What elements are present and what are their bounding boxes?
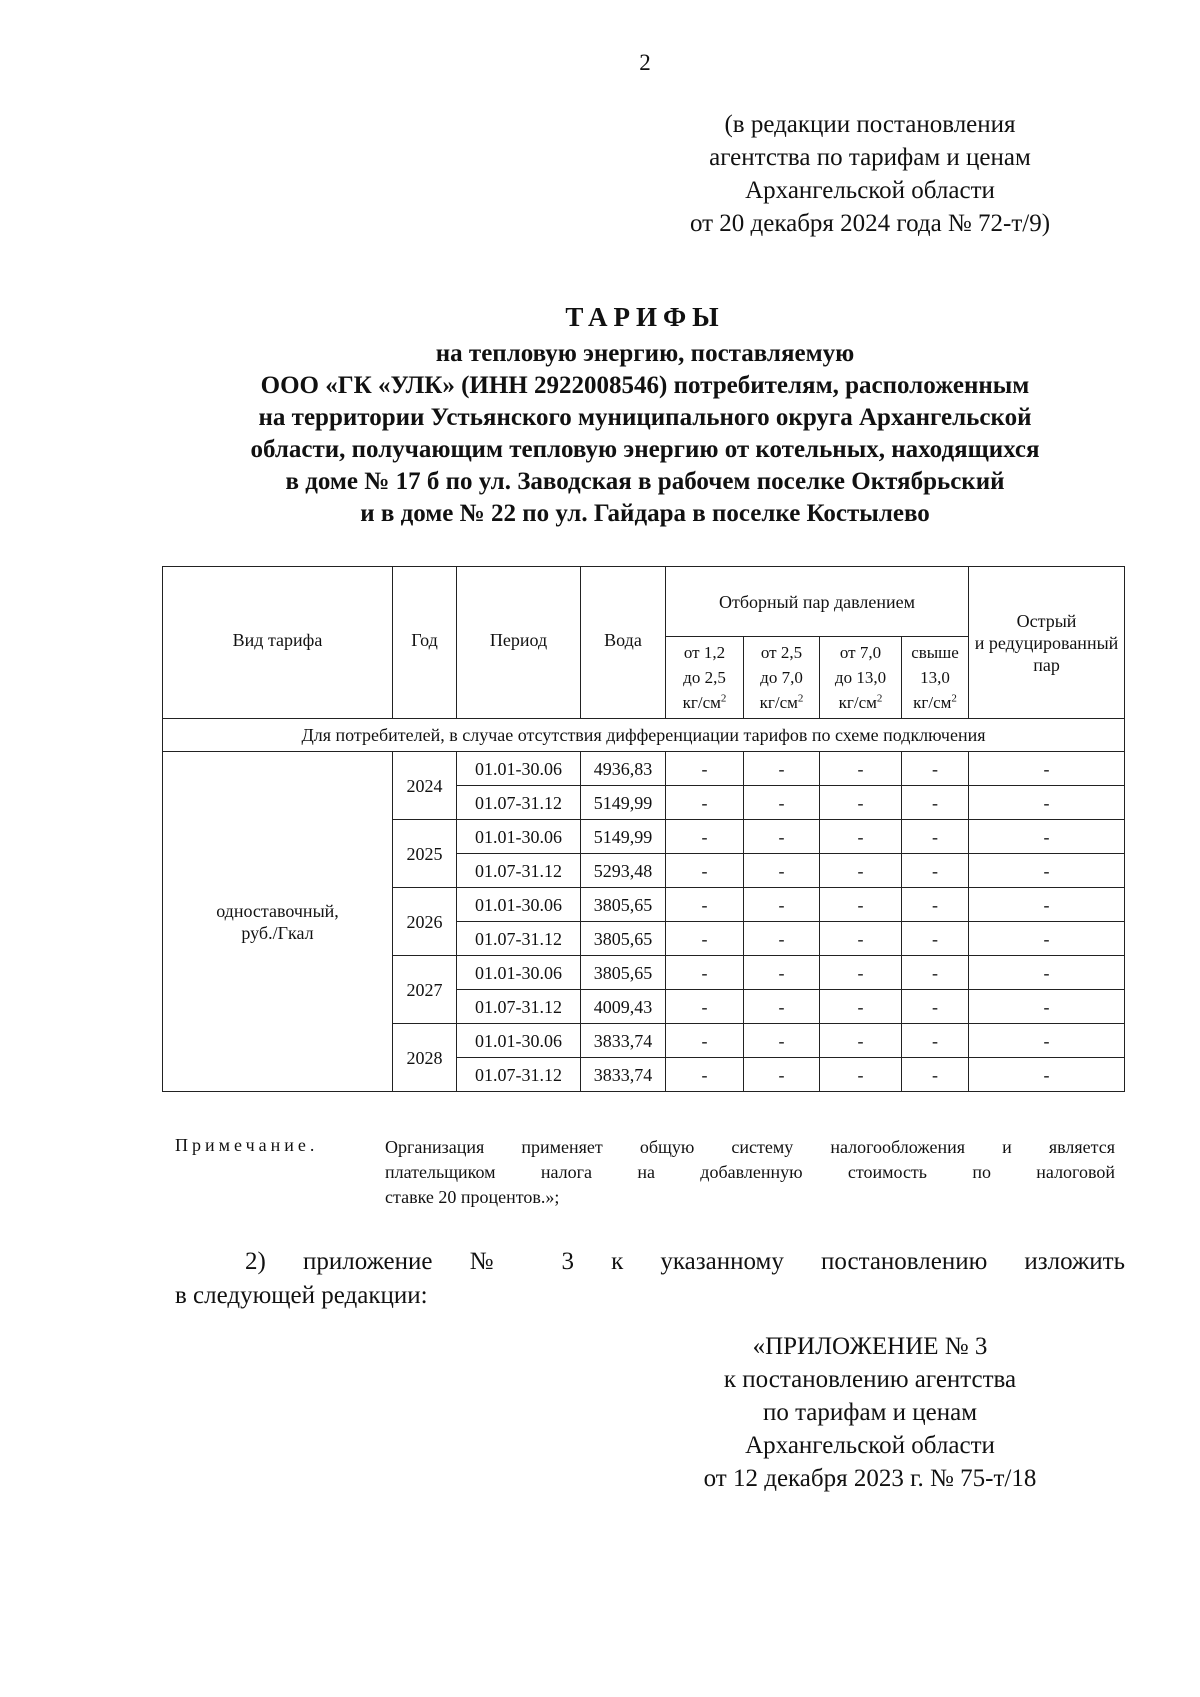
header-period: Период xyxy=(457,567,581,719)
tariff-label-cell xyxy=(163,752,393,1092)
steam-value-cell: - xyxy=(820,786,902,820)
note-label: Примечание. xyxy=(175,1135,319,1155)
water-value-cell: 5149,99 xyxy=(581,786,666,820)
section-label: Для потребителей, в случае отсутствия дифференциации тарифов по схеме подключения xyxy=(163,719,1125,752)
note-text xyxy=(385,1135,1115,1210)
steam-value-cell: - xyxy=(820,888,902,922)
steam-col-unit: $кг/см^2$ xyxy=(759,692,804,712)
year-cell: 2026 xyxy=(393,888,457,956)
steam-value-cell: - xyxy=(902,820,969,854)
sharp-steam-value-cell: - xyxy=(969,854,1125,888)
steam-value-cell: - xyxy=(744,820,820,854)
steam-col-unit: $кг/см^2$ xyxy=(838,692,883,712)
appendix-line: по тарифам и ценам xyxy=(762,1399,978,1426)
steam-value-cell: - xyxy=(744,854,820,888)
steam-value-cell: - xyxy=(820,990,902,1024)
water-value-cell: 3833,74 xyxy=(581,1024,666,1058)
period-cell: 01.01-30.06 xyxy=(457,820,581,854)
steam-value-cell: - xyxy=(666,888,744,922)
year-cell: 2027 xyxy=(393,956,457,1024)
subtitle-line: и в доме № 22 по ул. Гайдара в поселке Костылево xyxy=(360,500,930,527)
steam-col-line: до 13,0 xyxy=(834,668,887,687)
steam-col-line: от 7,0 xyxy=(839,643,882,662)
sharp-steam-value-cell: - xyxy=(969,1024,1125,1058)
water-value-cell: 5293,48 xyxy=(581,854,666,888)
header-steam-col xyxy=(744,637,820,719)
tariff-label-line: одноставочный, xyxy=(216,900,339,921)
water-value-cell: 3833,74 xyxy=(581,1058,666,1092)
year-cell: 2025 xyxy=(393,820,457,888)
period-cell: 01.01-30.06 xyxy=(457,752,581,786)
steam-value-cell: - xyxy=(744,888,820,922)
steam-value-cell: - xyxy=(820,1024,902,1058)
sharp-steam-value-cell: - xyxy=(969,956,1125,990)
sharp-steam-value-cell: - xyxy=(969,752,1125,786)
sharp-steam-value-cell: - xyxy=(969,786,1125,820)
table-row xyxy=(163,752,1125,786)
steam-value-cell: - xyxy=(744,752,820,786)
subtitle-line: области, получающим тепловую энергию от котельных, находящихся xyxy=(250,436,1040,463)
steam-value-cell: - xyxy=(666,786,744,820)
steam-value-cell: - xyxy=(744,990,820,1024)
steam-value-cell: - xyxy=(820,854,902,888)
period-cell: 01.07-31.12 xyxy=(457,922,581,956)
header-water: Вода xyxy=(581,567,666,719)
steam-col-line: до 2,5 xyxy=(683,668,726,687)
steam-value-cell: - xyxy=(902,888,969,922)
period-cell: 01.01-30.06 xyxy=(457,956,581,990)
steam-value-cell: - xyxy=(902,1058,969,1092)
steam-value-cell: - xyxy=(666,922,744,956)
edition-note-line: агентства по тарифам и ценам xyxy=(709,144,1031,171)
steam-value-cell: - xyxy=(902,922,969,956)
appendix-line: Архангельской области xyxy=(745,1432,995,1459)
sharp-steam-value-cell: - xyxy=(969,888,1125,922)
item-line: в следующей редакции: xyxy=(175,1282,428,1309)
water-value-cell: 4936,83 xyxy=(581,752,666,786)
steam-value-cell: - xyxy=(902,990,969,1024)
edition-note xyxy=(640,108,1100,240)
steam-col-line: до 7,0 xyxy=(760,668,803,687)
document-title: ТАРИФЫ xyxy=(565,302,725,332)
header-sharp-steam xyxy=(969,567,1125,719)
steam-value-cell: - xyxy=(744,1024,820,1058)
steam-value-cell: - xyxy=(666,1024,744,1058)
period-cell: 01.07-31.12 xyxy=(457,1058,581,1092)
sharp-steam-value-cell: - xyxy=(969,990,1125,1024)
edition-note-line: от 20 декабря 2024 года № 72-т/9) xyxy=(689,210,1051,237)
water-value-cell: 4009,43 xyxy=(581,990,666,1024)
steam-value-cell: - xyxy=(902,752,969,786)
header-sharp-steam-line: пар xyxy=(1033,654,1060,675)
steam-value-cell: - xyxy=(666,990,744,1024)
edition-note-line: (в редакции постановления xyxy=(724,111,1016,138)
water-value-cell: 3805,65 xyxy=(581,956,666,990)
header-sharp-steam-line: и редуцированный xyxy=(974,632,1119,653)
steam-value-cell: - xyxy=(820,752,902,786)
steam-value-cell: - xyxy=(666,1058,744,1092)
steam-value-cell: - xyxy=(666,820,744,854)
edition-note-line: Архангельской области xyxy=(745,177,995,204)
note-line: плательщиком налога на добавленную стоимость по налоговой xyxy=(385,1162,1115,1182)
header-steam-col xyxy=(820,637,902,719)
period-cell: 01.01-30.06 xyxy=(457,1024,581,1058)
sharp-steam-value-cell: - xyxy=(969,1058,1125,1092)
header-sharp-steam-line: Острый xyxy=(1016,610,1077,631)
note-line: ставке 20 процентов.»; xyxy=(385,1187,560,1207)
water-value-cell: 3805,65 xyxy=(581,888,666,922)
steam-value-cell: - xyxy=(820,922,902,956)
water-value-cell: 3805,65 xyxy=(581,922,666,956)
steam-value-cell: - xyxy=(902,1024,969,1058)
period-cell: 01.07-31.12 xyxy=(457,786,581,820)
steam-value-cell: - xyxy=(744,922,820,956)
steam-value-cell: - xyxy=(666,752,744,786)
item-line: 2) приложение № 3 к указанному постановлению изложить xyxy=(245,1248,1125,1275)
document-subtitle xyxy=(175,338,1115,530)
steam-col-line: 13,0 xyxy=(920,668,950,687)
appendix-line: «ПРИЛОЖЕНИЕ № 3 xyxy=(752,1333,988,1360)
steam-value-cell: - xyxy=(666,854,744,888)
subtitle-line: на тепловую энергию, поставляемую xyxy=(435,340,855,367)
sharp-steam-value-cell: - xyxy=(969,820,1125,854)
steam-value-cell: - xyxy=(744,786,820,820)
year-cell: 2024 xyxy=(393,752,457,820)
item-paragraph xyxy=(175,1245,1125,1313)
tariff-table xyxy=(162,566,1125,1092)
appendix-heading xyxy=(660,1330,1080,1495)
sharp-steam-value-cell: - xyxy=(969,922,1125,956)
steam-value-cell: - xyxy=(744,1058,820,1092)
steam-value-cell: - xyxy=(744,956,820,990)
steam-value-cell: - xyxy=(820,956,902,990)
header-steam-col xyxy=(666,637,744,719)
tariff-label-line: руб./Гкал xyxy=(241,922,314,943)
page-number: 2 xyxy=(639,50,651,75)
steam-value-cell: - xyxy=(902,956,969,990)
subtitle-line: на территории Устьянского муниципального округа Архангельской xyxy=(258,404,1032,431)
period-cell: 01.07-31.12 xyxy=(457,854,581,888)
header-steam-group: Отборный пар давлением xyxy=(666,567,969,637)
steam-col-line: свыше xyxy=(911,643,959,662)
subtitle-line: в доме № 17 б по ул. Заводская в рабочем поселке Октябрьский xyxy=(285,468,1005,495)
steam-value-cell: - xyxy=(820,820,902,854)
subtitle-line: ООО «ГК «УЛК» (ИНН 2922008546) потребителям, расположенным xyxy=(260,372,1030,399)
header-year: Год xyxy=(393,567,457,719)
steam-col-line: от 2,5 xyxy=(760,643,803,662)
note-line: Организация применяет общую систему налогообложения и является xyxy=(385,1137,1115,1157)
steam-value-cell: - xyxy=(902,854,969,888)
water-value-cell: 5149,99 xyxy=(581,820,666,854)
header-steam-col xyxy=(902,637,969,719)
steam-value-cell: - xyxy=(666,956,744,990)
period-cell: 01.07-31.12 xyxy=(457,990,581,1024)
year-cell: 2028 xyxy=(393,1024,457,1092)
steam-value-cell: - xyxy=(820,1058,902,1092)
steam-col-unit: $кг/см^2$ xyxy=(913,692,957,712)
period-cell: 01.01-30.06 xyxy=(457,888,581,922)
steam-col-line: от 1,2 xyxy=(683,643,726,662)
steam-value-cell: - xyxy=(902,786,969,820)
appendix-line: от 12 декабря 2023 г. № 75-т/18 xyxy=(703,1465,1037,1492)
steam-col-unit: $кг/см^2$ xyxy=(682,692,727,712)
header-tariff-type: Вид тарифа xyxy=(163,567,393,719)
appendix-line: к постановлению агентства xyxy=(723,1366,1017,1393)
